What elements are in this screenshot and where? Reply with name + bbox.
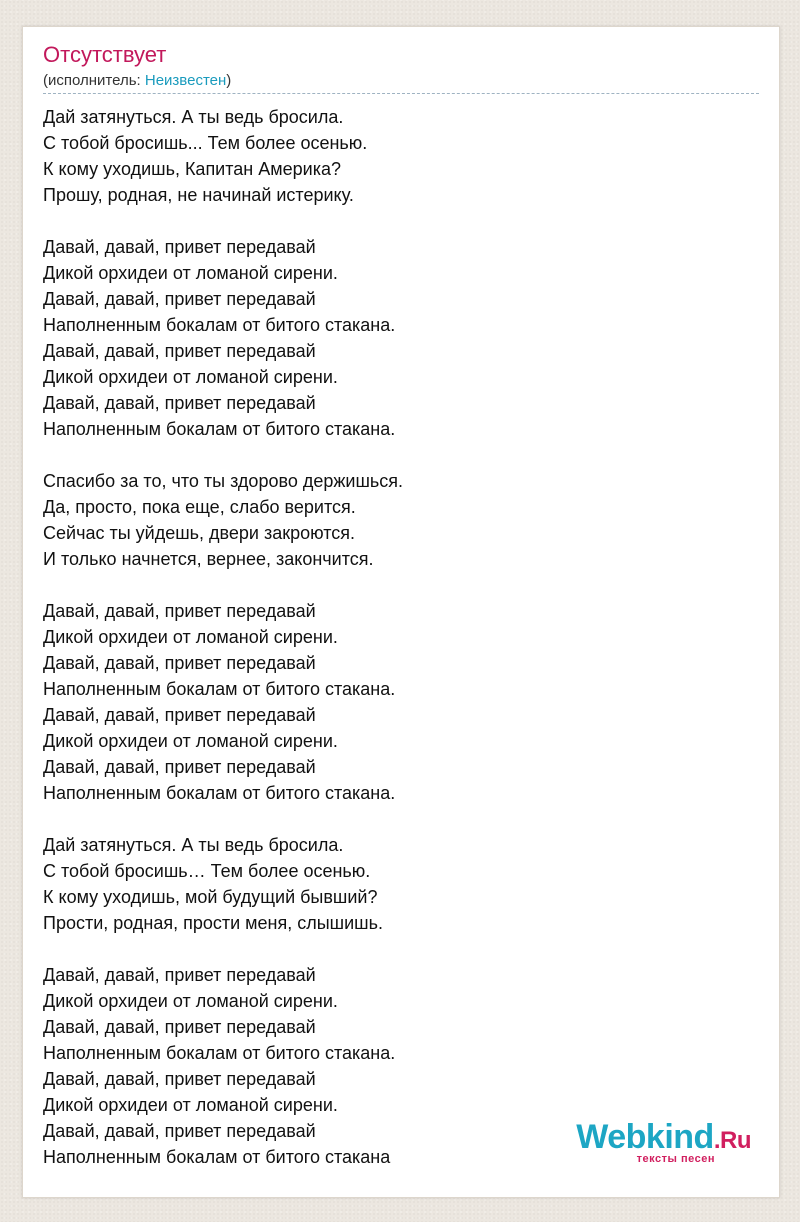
title-separator (43, 93, 759, 94)
artist-link[interactable]: Неизвестен (144, 72, 227, 89)
lyrics-blank-line (43, 806, 759, 832)
artist-line (43, 72, 231, 90)
lyrics-line: Прошу, родная, не начинай истерику. (43, 185, 354, 205)
lyrics-line: С тобой бросишь… Тем более осенью. (43, 861, 371, 881)
lyrics-line: И только начнется, вернее, закончится. (43, 549, 374, 569)
lyrics-line: Давай, давай, привет передавай (43, 705, 316, 725)
lyrics-line: Дикой орхидеи от ломаной сирени. (43, 263, 338, 283)
lyrics-line: Дикой орхидеи от ломаной сирени. (43, 731, 338, 751)
lyrics-line: Да, просто, пока еще, слабо верится. (43, 497, 356, 517)
lyrics-line: Давай, давай, привет передавай (43, 237, 316, 257)
logo-word: Webkind (576, 1118, 714, 1156)
artist-suffix: ) (226, 72, 232, 89)
lyrics-line: Дай затянуться. А ты ведь бросила. (43, 107, 344, 127)
lyrics-blank-line (43, 208, 759, 234)
lyrics-card (22, 26, 780, 1198)
lyrics-line: Давай, давай, привет передавай (43, 653, 316, 673)
lyrics-line: К кому уходишь, мой будущий бывший? (43, 887, 378, 907)
lyrics-line: Дикой орхидеи от ломаной сирени. (43, 627, 338, 647)
lyrics-line: Дикой орхидеи от ломаной сирени. (43, 1095, 338, 1115)
lyrics-line: Спасибо за то, что ты здорово держишься. (43, 471, 404, 491)
lyrics-line: Дай затянуться. А ты ведь бросила. (43, 835, 344, 855)
lyrics-line: Давай, давай, привет передавай (43, 1121, 316, 1141)
lyrics-line: Давай, давай, привет передавай (43, 601, 316, 621)
lyrics-line: Наполненным бокалам от битого стакана. (43, 315, 396, 335)
logo-tagline: тексты песен (636, 1153, 715, 1165)
lyrics-line: Давай, давай, привет передавай (43, 1069, 316, 1089)
lyrics-line: Давай, давай, привет передавай (43, 965, 316, 985)
lyrics-line: Давай, давай, привет передавай (43, 341, 316, 361)
lyrics-blank-line (43, 572, 759, 598)
artist-prefix: (исполнитель: (43, 72, 145, 89)
lyrics-line: Наполненным бокалам от битого стакана. (43, 419, 396, 439)
lyrics-line: Дикой орхидеи от ломаной сирени. (43, 367, 338, 387)
logo-tld: .Ru (713, 1127, 751, 1154)
lyrics-line: Давай, давай, привет передавай (43, 393, 316, 413)
lyrics-line: Давай, давай, привет передавай (43, 1017, 316, 1037)
lyrics-line: Наполненным бокалам от битого стакана (43, 1147, 391, 1167)
lyrics-line: Наполненным бокалам от битого стакана. (43, 679, 396, 699)
lyrics-text (43, 104, 759, 1170)
lyrics-line: Сейчас ты уйдешь, двери закроются. (43, 523, 356, 543)
lyrics-line: Наполненным бокалам от битого стакана. (43, 783, 396, 803)
lyrics-line: С тобой бросишь... Тем более осенью. (43, 133, 368, 153)
lyrics-line: Прости, родная, прости меня, слышишь. (43, 913, 383, 933)
song-title: Отсутствует (43, 42, 167, 67)
lyrics-line: Дикой орхидеи от ломаной сирени. (43, 991, 338, 1011)
lyrics-line: Давай, давай, привет передавай (43, 757, 316, 777)
site-logo[interactable] (561, 1117, 751, 1169)
lyrics-blank-line (43, 936, 759, 962)
lyrics-line: Давай, давай, привет передавай (43, 289, 316, 309)
lyrics-blank-line (43, 442, 759, 468)
lyrics-line: К кому уходишь, Капитан Америка? (43, 159, 341, 179)
lyrics-line: Наполненным бокалам от битого стакана. (43, 1043, 396, 1063)
